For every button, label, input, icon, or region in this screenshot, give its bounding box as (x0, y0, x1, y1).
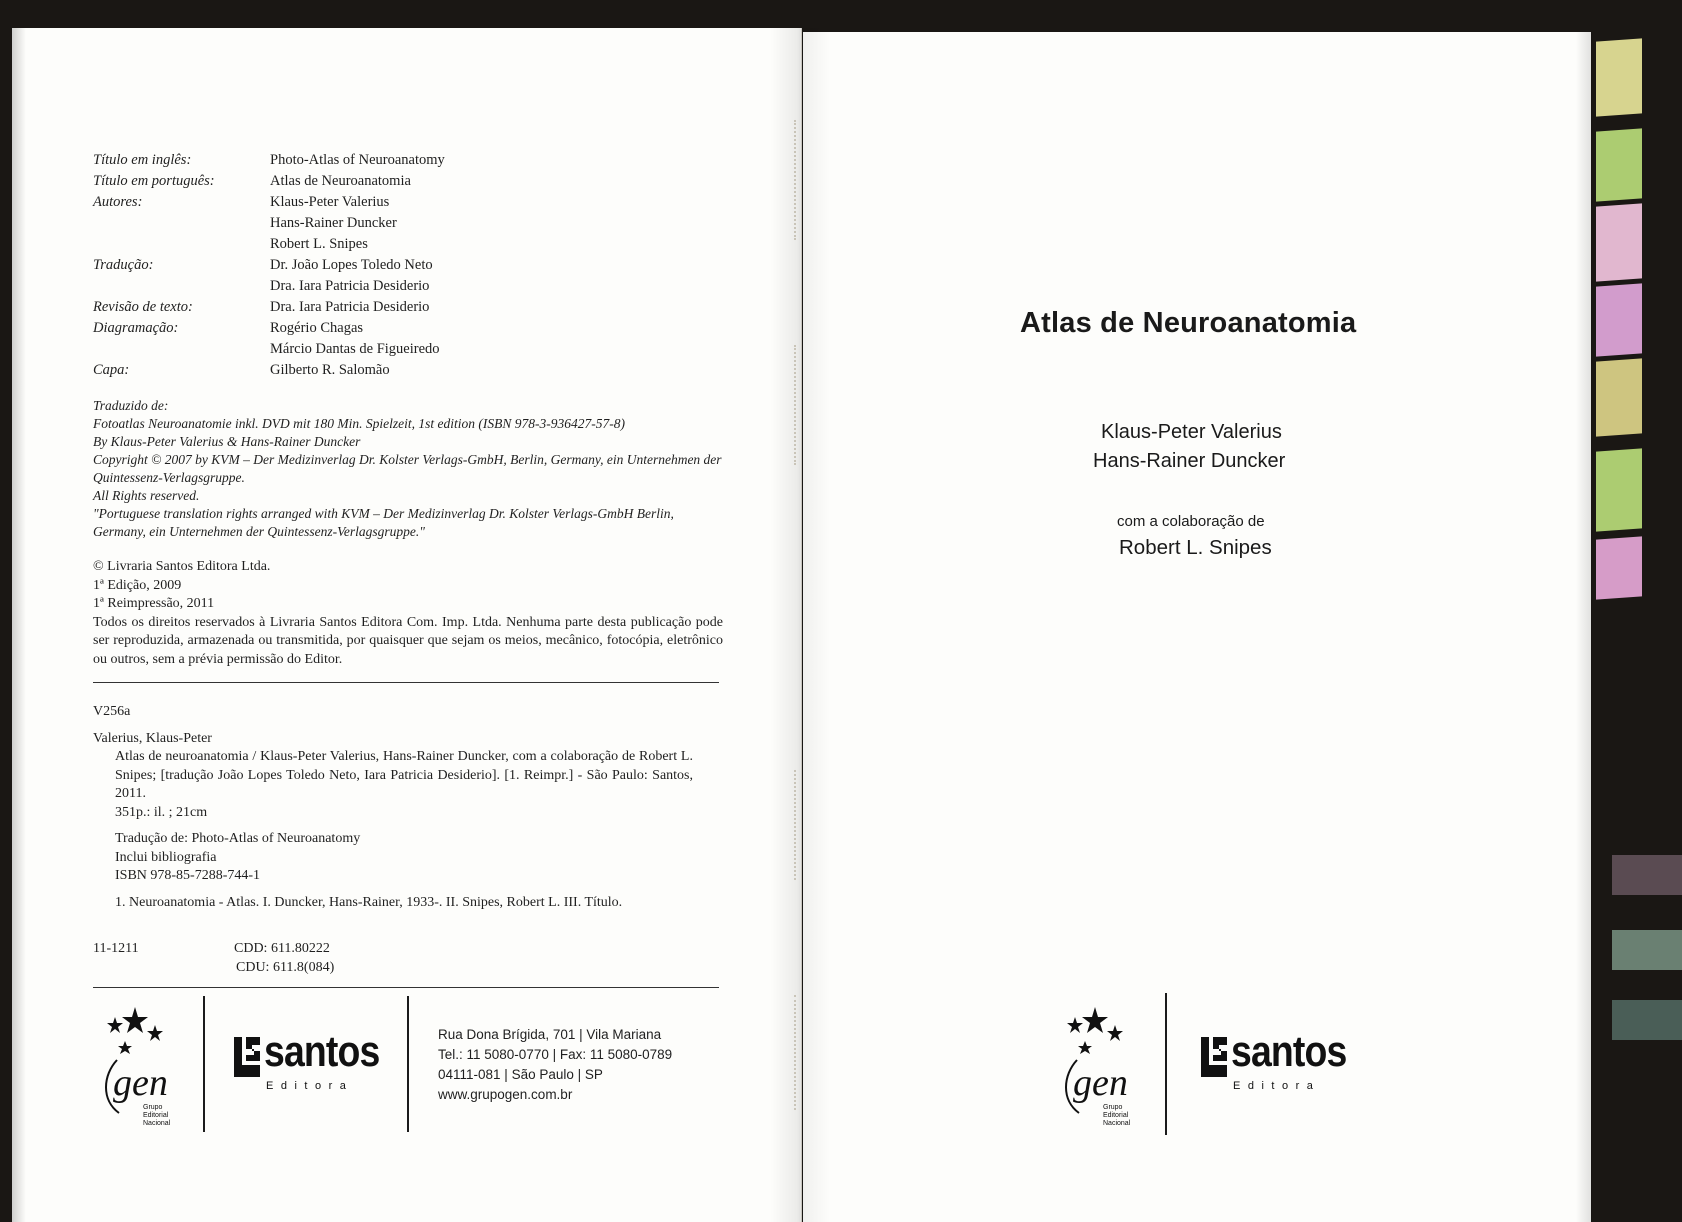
collaboration-label: com a colaboração de (1117, 513, 1265, 530)
translated-line: Fotoatlas Neuroanatomie inkl. DVD mit 180 Min. Spielzeit, 1st edition (ISBN 978-3-936427-57-8) (93, 416, 625, 431)
star-icon (1067, 1017, 1083, 1033)
credit-row (93, 318, 445, 339)
credit-label: Revisão de texto: (93, 299, 193, 315)
credit-label (93, 234, 270, 255)
translated-line: Copyright © 2007 by KVM – Der Medizinverlag Dr. Kolster Verlags-GmbH, Berlin, Germany, ein Unternehmen der Quintessenz-Verlagsgruppe. (93, 452, 722, 485)
rights-paragraph: Todos os direitos reservados à Livraria Santos Editora Com. Imp. Ltda. Nenhuma parte desta publicação pode ser reproduzida, armazenada ou transmitida, por quaisquer que sejam os meios, mecânico, fotocópia, eletrônico ou outros, sem a prévia permissão do Editor. (93, 614, 723, 667)
catalog-translation: Tradução de: Photo-Atlas of Neuroanatomy (115, 831, 361, 846)
credit-value: Rogério Chagas (270, 320, 364, 336)
catalog-bibliography: Inclui bibliografia (115, 849, 217, 865)
star-icon (1082, 1007, 1108, 1033)
credit-value: Márcio Dantas de Figueiredo (270, 341, 440, 357)
credit-label: Título em português: (93, 173, 215, 189)
dark-tab-edge (1612, 1000, 1682, 1040)
credit-row (93, 234, 445, 255)
collaborator-name: Robert L. Snipes (1119, 536, 1272, 559)
santos-logo (1199, 1027, 1349, 1105)
santos-mark-icon (232, 1035, 262, 1079)
catalog-classification (234, 940, 334, 977)
santos-logo (232, 1027, 382, 1105)
credit-label: Tradução: (93, 257, 154, 273)
star-icon (1107, 1025, 1123, 1041)
svg-text:Nacional: Nacional (143, 1120, 171, 1127)
gen-wordmark: gen (113, 1062, 168, 1104)
catalog-author: Valerius, Klaus-Peter (93, 730, 212, 746)
sticky-tab-violet[interactable] (1596, 283, 1642, 356)
author-name: Klaus-Peter Valerius (1101, 421, 1282, 443)
santos-mark-icon (1199, 1035, 1229, 1079)
credit-row (93, 255, 445, 276)
sticky-tab-yellow[interactable] (1596, 38, 1642, 116)
address-website: www.grupogen.com.br (438, 1087, 573, 1102)
logo-separator (407, 996, 409, 1132)
translated-line: By Klaus-Peter Valerius & Hans-Rainer Duncker (93, 434, 361, 449)
cdu-code: CDU: 611.8(084) (236, 959, 335, 975)
divider (93, 682, 719, 683)
svg-text:Nacional: Nacional (1103, 1120, 1131, 1127)
credit-value: Photo-Atlas of Neuroanatomy (270, 152, 445, 168)
logo-separator (203, 996, 205, 1132)
binding-stitch (794, 345, 800, 465)
page-edge-shadow (1576, 32, 1592, 1222)
credit-row (93, 213, 445, 234)
svg-text:Grupo: Grupo (143, 1104, 163, 1111)
catalog-card (93, 703, 693, 912)
sticky-tab-green[interactable] (1596, 448, 1642, 531)
translated-line: All Rights reserved. (93, 488, 200, 503)
credit-row (93, 192, 445, 213)
credit-value: Dr. João Lopes Toledo Neto (270, 257, 433, 273)
santos-subtitle: Editora (1233, 1080, 1321, 1092)
credit-value: Dra. Iara Patricia Desiderio (270, 299, 430, 315)
credits-table (93, 150, 445, 381)
catalog-number: 11-1211 (93, 941, 139, 956)
credit-value: Hans-Rainer Duncker (270, 215, 397, 231)
reprint-line: 1ª Reimpressão, 2011 (93, 596, 215, 611)
credit-row (93, 171, 445, 192)
svg-text:Grupo: Grupo (1103, 1104, 1123, 1111)
gen-logo (95, 995, 185, 1135)
credit-value: Atlas de Neuroanatomia (270, 173, 411, 189)
credit-label: Capa: (93, 362, 130, 378)
divider (93, 987, 719, 988)
sticky-tab-pink[interactable] (1596, 203, 1642, 281)
catalog-code: V256a (93, 704, 131, 719)
credit-row (93, 339, 445, 360)
publisher-line: © Livraria Santos Editora Ltda. (93, 559, 271, 574)
sticky-tab-yellow[interactable] (1596, 358, 1642, 436)
santos-subtitle: Editora (266, 1080, 354, 1092)
credit-label: Diagramação: (93, 320, 179, 336)
catalog-pages: 351p.: il. ; 21cm (115, 804, 208, 820)
catalog-isbn: ISBN 978-85-7288-744-1 (115, 868, 261, 883)
translated-line: Traduzido de: (93, 398, 169, 413)
credit-value: Gilberto R. Salomão (270, 362, 390, 378)
book-title: Atlas de Neuroanatomia (1020, 307, 1357, 339)
copyright-block (93, 558, 723, 669)
binding-stitch (794, 120, 800, 240)
cdd-code: CDD: 611.80222 (234, 941, 330, 956)
star-icon (1078, 1041, 1092, 1054)
binding-stitch (794, 770, 800, 880)
address-zip: 04111-081 | São Paulo | SP (438, 1067, 603, 1082)
address-phone: Tel.: 11 5080-0770 | Fax: 11 5080-0789 (438, 1047, 673, 1062)
sticky-tab-violet[interactable] (1596, 536, 1642, 599)
santos-wordmark: santos (264, 1027, 380, 1076)
credit-label: Título em inglês: (93, 152, 192, 168)
credit-row (93, 276, 445, 297)
page-edge-shadow (12, 28, 26, 1222)
credit-row (93, 297, 445, 318)
author-name: Hans-Rainer Duncker (1093, 450, 1286, 472)
star-icon (107, 1017, 123, 1033)
logo-separator (1165, 993, 1167, 1135)
dark-tab-edge (1612, 930, 1682, 970)
credit-label: Autores: (93, 194, 143, 210)
translated-from-block (93, 397, 723, 541)
credit-row (93, 360, 445, 381)
translated-line: "Portuguese translation rights arranged with KVM – Der Medizinverlag Dr. Kolster Verlags-GmbH Berlin, Germany, ein Unternehmen der Quintessenz-Verlagsgruppe." (93, 506, 674, 539)
binding-stitch (794, 995, 800, 1110)
edition-line: 1ª Edição, 2009 (93, 577, 182, 593)
catalog-subjects: 1. Neuroanatomia - Atlas. I. Duncker, Hans-Rainer, 1933-. II. Snipes, Robert L. III. Título. (115, 894, 623, 910)
gen-wordmark: gen (1073, 1062, 1128, 1104)
address-street: Rua Dona Brígida, 701 | Vila Mariana (438, 1027, 662, 1042)
svg-text:Editorial: Editorial (1103, 1112, 1129, 1119)
credit-row (93, 150, 445, 171)
svg-text:Editorial: Editorial (143, 1112, 169, 1119)
catalog-entry: Atlas de neuroanatomia / Klaus-Peter Valerius, Hans-Rainer Duncker, com a colaboração de Robert L. Snipes; [tradução João Lopes Toledo Neto, Iara Patricia Desiderio]. [1. Reimpr.] - São Paulo: Santos, 2011. (115, 749, 693, 801)
santos-wordmark: santos (1231, 1027, 1347, 1076)
star-icon (122, 1007, 148, 1033)
star-icon (118, 1041, 132, 1054)
sticky-tab-green[interactable] (1596, 128, 1642, 201)
credit-value: Dra. Iara Patricia Desiderio (270, 278, 430, 294)
credit-label (93, 339, 270, 360)
gen-logo (1055, 995, 1145, 1135)
credit-label (93, 213, 270, 234)
credit-value: Klaus-Peter Valerius (270, 194, 390, 210)
publisher-address (438, 1025, 672, 1105)
star-icon (147, 1025, 163, 1041)
credit-value: Robert L. Snipes (270, 236, 368, 252)
right-page (803, 32, 1591, 1222)
dark-tab-edge (1612, 855, 1682, 895)
credit-label (93, 276, 270, 297)
